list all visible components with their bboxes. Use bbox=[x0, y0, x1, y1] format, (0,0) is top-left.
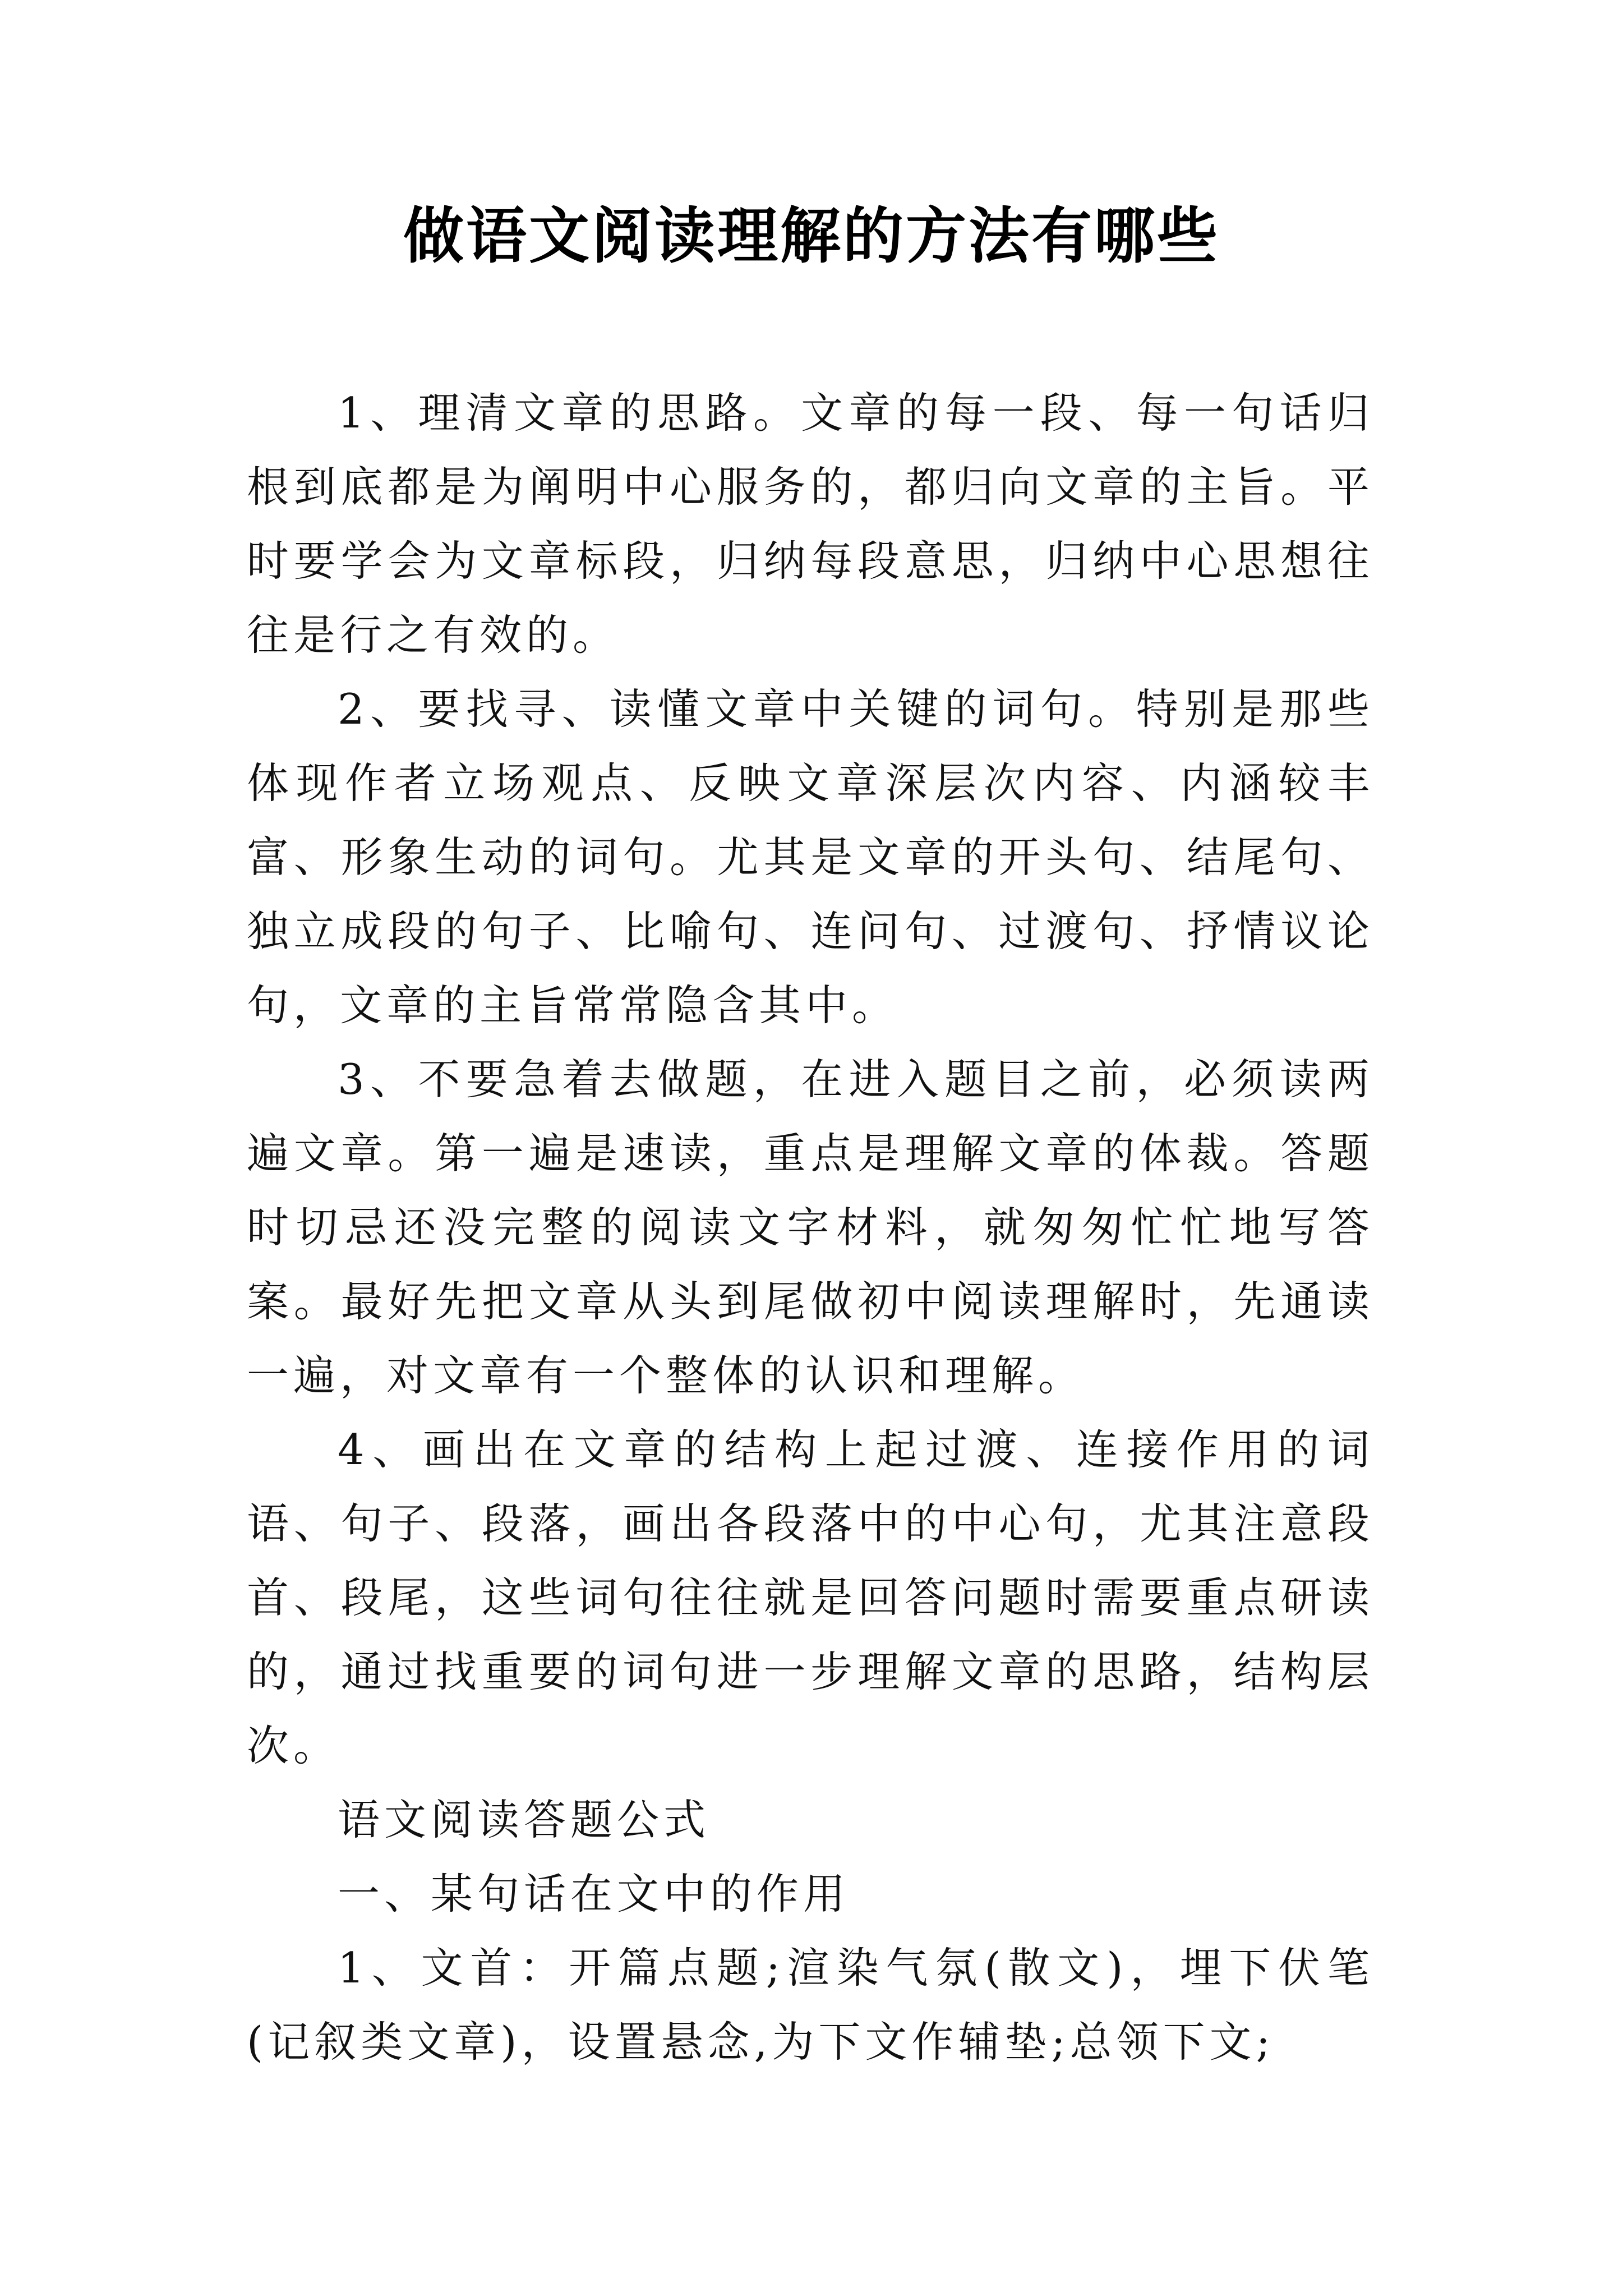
subheading-sentence-role: 一、某句话在文中的作用 bbox=[338, 1869, 850, 1918]
paragraph-opening-role: 1、文首：开篇点题;渲染气氛(散文)，埋下伏笔(记叙类文章)，设置悬念,为下文作辅垫;总领下文; bbox=[247, 1943, 1374, 2067]
paragraph-method-2: 2、要找寻、读懂文章中关键的词句。特别是那些体现作者立场观点、反映文章深层次内容、内涵较丰富、形象生动的词句。尤其是文章的开头句、结尾句、独立成段的句子、比喻句、连问句、过渡句、抒情议论句，文章的主旨常常隐含其中。 bbox=[247, 684, 1374, 1030]
document-body bbox=[247, 376, 1374, 2079]
paragraph-method-1: 1、理清文章的思路。文章的每一段、每一句话归根到底都是为阐明中心服务的，都归向文章的主旨。平时要学会为文章标段，归纳每段意思，归纳中心思想往往是行之有效的。 bbox=[247, 388, 1374, 660]
paragraph-method-3: 3、不要急着去做题，在进入题目之前，必须读两遍文章。第一遍是速读，重点是理解文章的体裁。答题时切忌还没完整的阅读文字材料，就匆匆忙忙地写答案。最好先把文章从头到尾做初中阅读理解时，先通读一遍，对文章有一个整体的认识和理解。 bbox=[247, 1055, 1374, 1400]
paragraph-method-4: 4、画出在文章的结构上起过渡、连接作用的词语、句子、段落，画出各段落中的中心句，尤其注意段首、段尾，这些词句往往就是回答问题时需要重点研读的，通过找重要的词句进一步理解文章的思路，结构层次。 bbox=[247, 1425, 1374, 1770]
document-title: 做语文阅读理解的方法有哪些 bbox=[403, 201, 1220, 272]
section-heading-formula: 语文阅读答题公式 bbox=[338, 1795, 711, 1844]
